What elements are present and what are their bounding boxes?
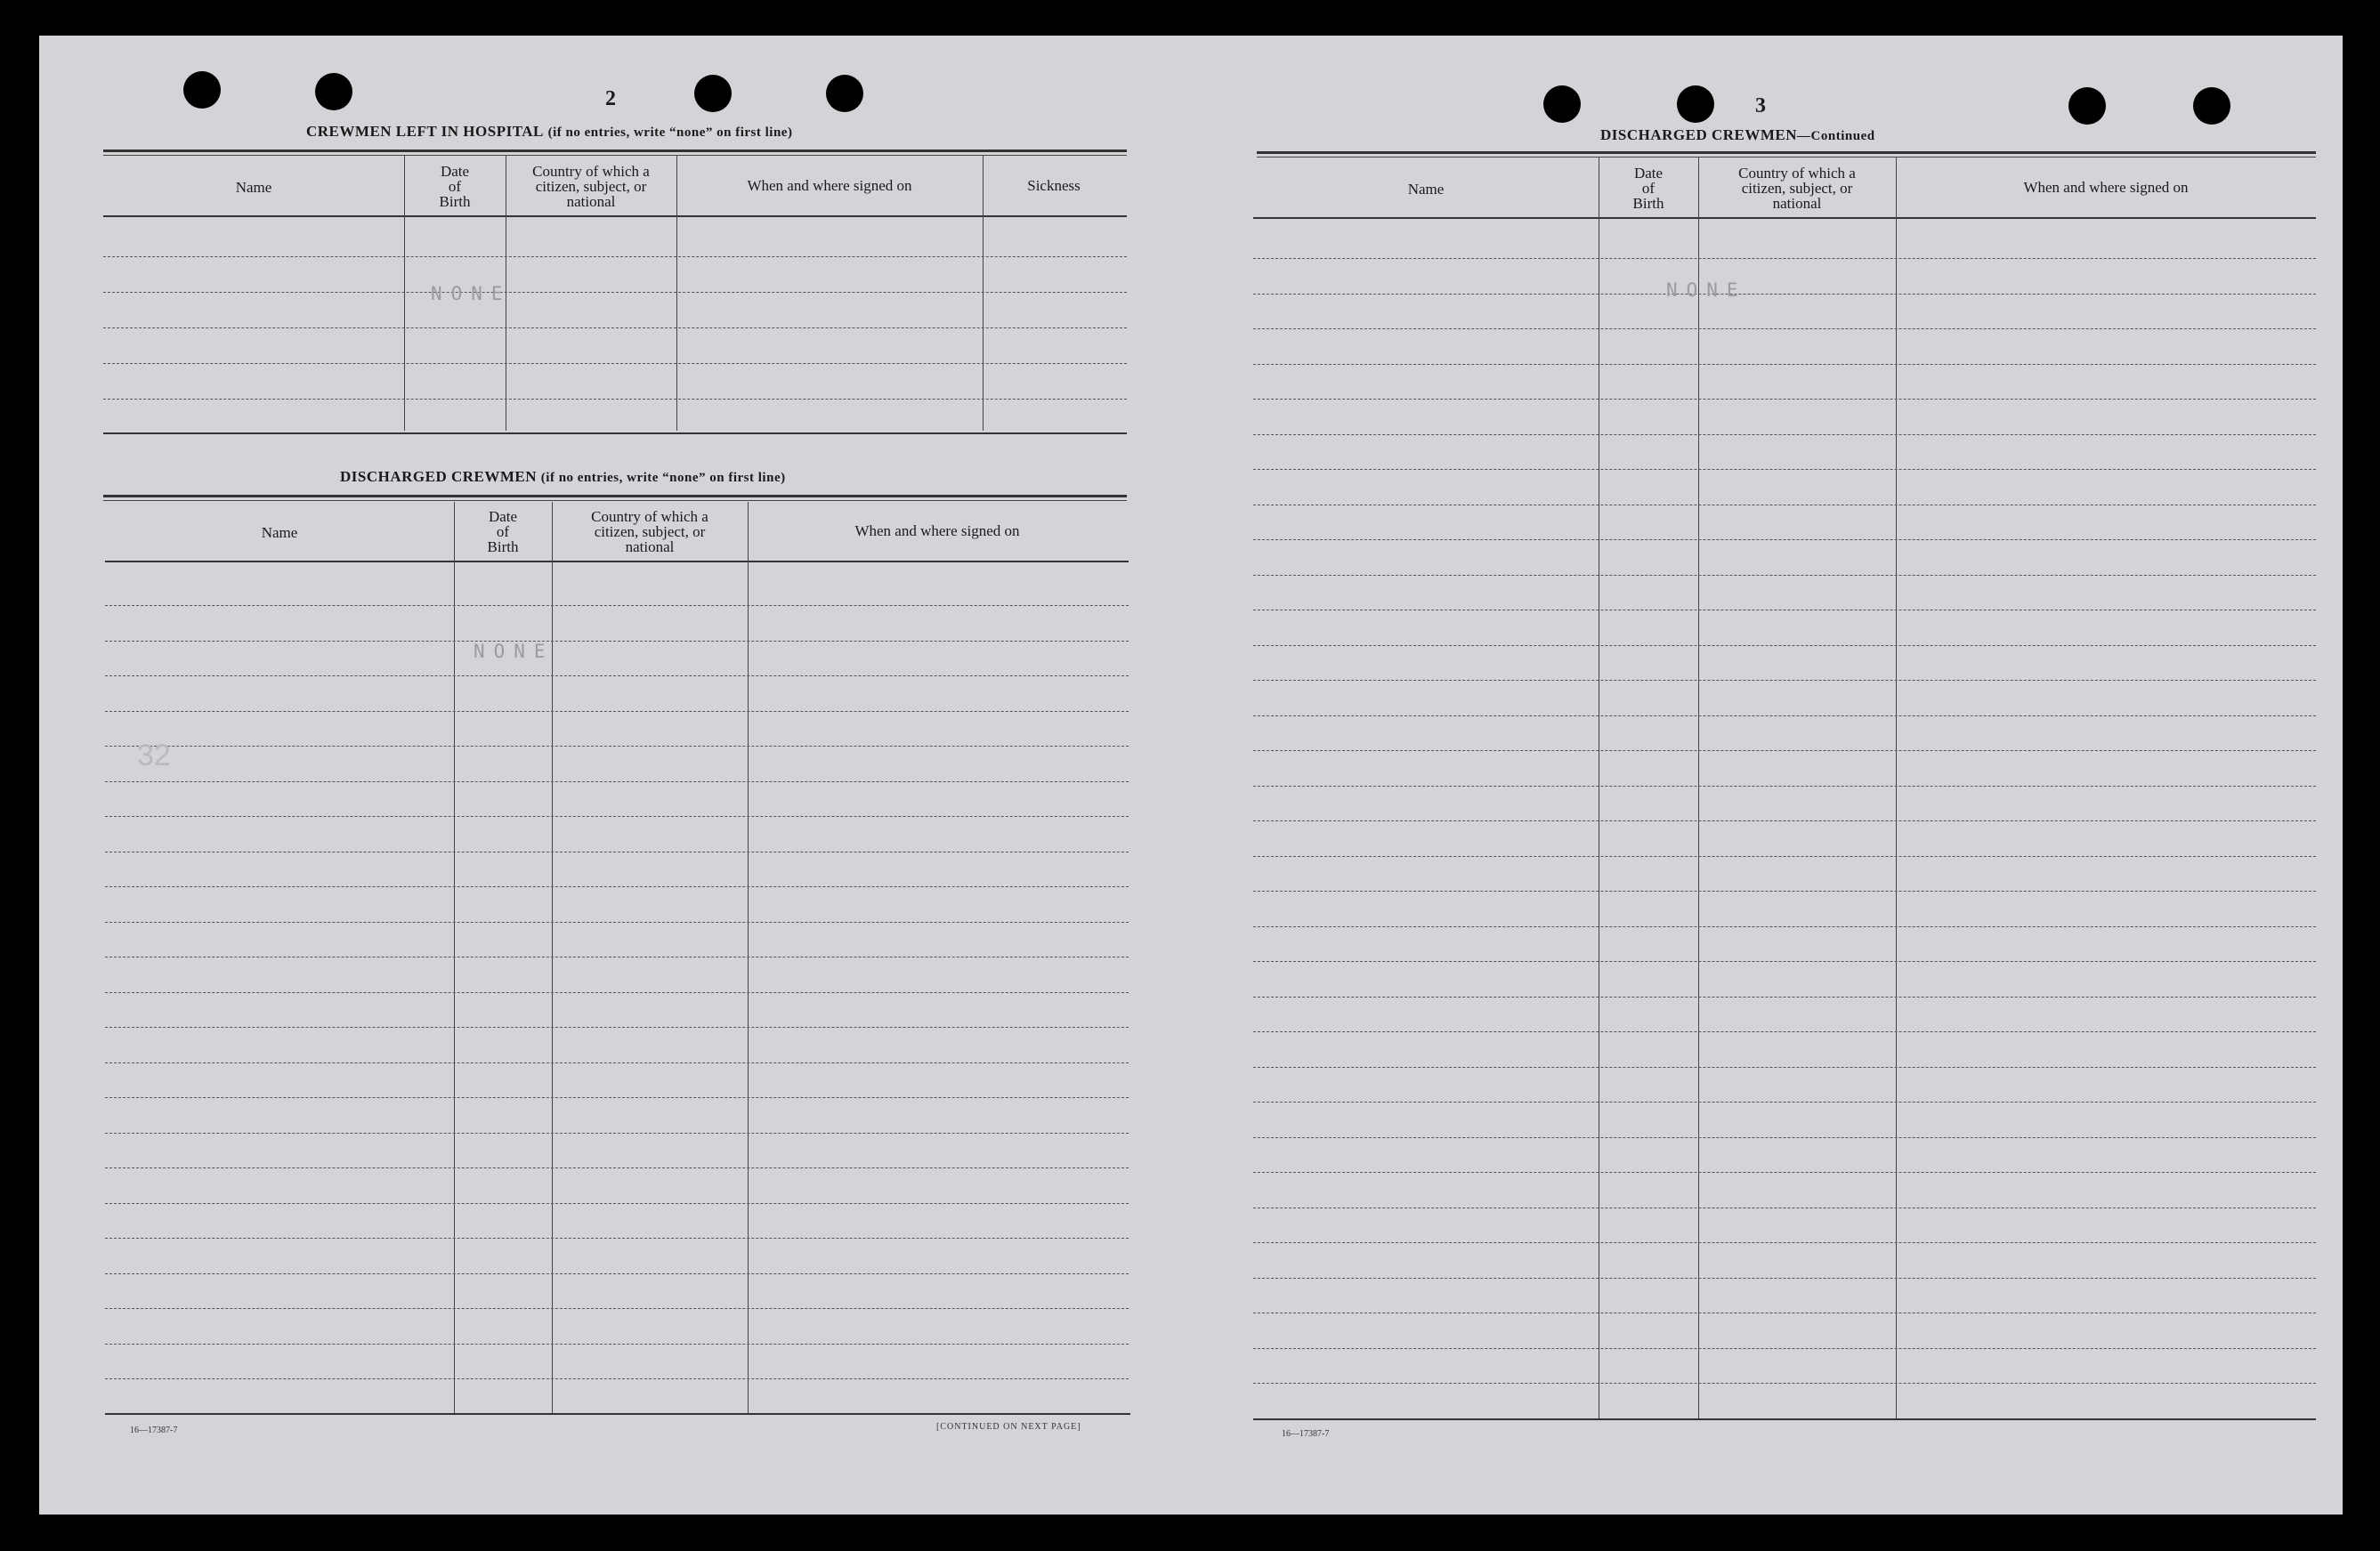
- ruled-line: [1253, 1102, 2316, 1103]
- right-col-name: Name: [1407, 181, 1445, 198]
- hospital-col-name: Name: [235, 179, 272, 196]
- page-number-right: 3: [1755, 94, 1766, 117]
- right-none-stamp: NONE: [1666, 279, 1747, 301]
- col-divider: [552, 502, 553, 1413]
- ruled-line: [1253, 856, 2316, 857]
- ruled-line: [1253, 539, 2316, 540]
- discharged-col-country: Country of which a citizen, subject, or national: [591, 508, 708, 555]
- ruled-line: [105, 1308, 1129, 1309]
- page-number-left: 2: [605, 87, 616, 110]
- ruled-line: [1253, 1172, 2316, 1173]
- ruled-line: [1253, 1067, 2316, 1068]
- discharged-header-rule: [105, 561, 1129, 562]
- hospital-bottom-rule: [103, 432, 1127, 434]
- right-bottom-rule: [1253, 1418, 2316, 1420]
- ruled-line: [1253, 1348, 2316, 1349]
- punch-hole: [1543, 85, 1581, 123]
- ruled-line: [105, 1027, 1129, 1028]
- ruled-line: [105, 675, 1129, 676]
- right-title-suffix: —Continued: [1797, 129, 1875, 143]
- ruled-line: [1253, 715, 2316, 716]
- hospital-header-rule: [103, 215, 1127, 217]
- ruled-line: [1253, 1137, 2316, 1138]
- ruled-line: [105, 1344, 1129, 1345]
- discharged-col-signed: When and where signed on: [854, 522, 1020, 539]
- hospital-title-text: CREWMEN LEFT IN HOSPITAL: [306, 123, 544, 140]
- hospital-col-sickness: Sickness: [1027, 177, 1081, 194]
- ruled-line: [1253, 891, 2316, 892]
- ruled-line: [103, 363, 1127, 364]
- margin-mark: 32: [137, 739, 171, 772]
- ruled-line: [1253, 750, 2316, 751]
- right-title-text: DISCHARGED CREWMEN: [1600, 126, 1798, 143]
- ruled-line: [105, 711, 1129, 712]
- right-col-signed: When and where signed on: [2023, 179, 2189, 196]
- col-divider: [1698, 157, 1699, 1418]
- discharged-bottom-rule: [105, 1413, 1130, 1415]
- col-divider: [983, 155, 984, 431]
- punch-hole: [183, 71, 221, 109]
- ruled-line: [1253, 926, 2316, 927]
- ruled-line: [1253, 680, 2316, 681]
- ruled-line: [105, 1167, 1129, 1168]
- discharged-section-title: [340, 468, 786, 486]
- ruled-line: [1253, 434, 2316, 435]
- form-number-right: 16—17387-7: [1282, 1429, 1330, 1439]
- ruled-line: [1253, 1242, 2316, 1243]
- hospital-none-stamp: NONE: [431, 283, 512, 304]
- ruled-line: [1253, 645, 2316, 646]
- col-divider: [1896, 157, 1897, 1418]
- ruled-line: [105, 641, 1129, 642]
- ruled-line: [105, 1238, 1129, 1239]
- punch-hole: [315, 73, 352, 110]
- ruled-line: [103, 292, 1127, 293]
- ruled-line: [1253, 469, 2316, 470]
- punch-hole: [694, 75, 732, 112]
- right-col-dob: Date of Birth: [1632, 165, 1664, 212]
- ruled-line: [1253, 961, 2316, 962]
- continued-note: [CONTINUED ON NEXT PAGE]: [936, 1422, 1081, 1432]
- hospital-col-country: Country of which a citizen, subject, or national: [532, 163, 650, 210]
- right-col-country: Country of which a citizen, subject, or national: [1738, 165, 1856, 212]
- right-header-rule: [1253, 217, 2316, 219]
- ruled-line: [1253, 364, 2316, 365]
- hospital-col-dob: Date of Birth: [439, 163, 471, 210]
- ruled-line: [1253, 294, 2316, 295]
- ruled-line: [105, 1273, 1129, 1274]
- ruled-line: [105, 1133, 1129, 1134]
- col-divider: [454, 502, 455, 1413]
- ruled-line: [105, 816, 1129, 817]
- ruled-line: [105, 1378, 1129, 1379]
- discharged-title-note: (if no entries, write “none” on first line): [540, 471, 786, 485]
- discharged-title-text: DISCHARGED CREWMEN: [340, 468, 538, 485]
- ruled-line: [1253, 1031, 2316, 1032]
- ruled-line: [1253, 258, 2316, 259]
- ruled-line: [105, 746, 1129, 747]
- hospital-col-signed: When and where signed on: [747, 177, 912, 194]
- ruled-line: [1253, 575, 2316, 576]
- ruled-line: [1253, 399, 2316, 400]
- ruled-line: [105, 1062, 1129, 1063]
- ruled-line: [103, 256, 1127, 257]
- hospital-top-rule: [103, 149, 1127, 156]
- ruled-line: [1253, 820, 2316, 821]
- col-divider: [676, 155, 677, 431]
- hospital-section-title: [306, 123, 792, 141]
- ruled-line: [105, 781, 1129, 782]
- ruled-line: [103, 399, 1127, 400]
- ruled-line: [105, 992, 1129, 993]
- discharged-none-stamp: NONE: [474, 641, 555, 662]
- ruled-line: [105, 922, 1129, 923]
- punch-hole: [2193, 87, 2230, 125]
- ruled-line: [103, 327, 1127, 328]
- discharged-col-name: Name: [261, 524, 298, 541]
- ruled-line: [1253, 1278, 2316, 1279]
- form-number-left: 16—17387-7: [130, 1426, 178, 1435]
- ruled-line: [105, 605, 1129, 606]
- ruled-line: [1253, 997, 2316, 998]
- hospital-title-note: (if no entries, write “none” on first line): [547, 125, 793, 140]
- ruled-line: [1253, 1383, 2316, 1384]
- punch-hole: [2068, 87, 2106, 125]
- ruled-line: [1253, 786, 2316, 787]
- right-section-title: [1600, 126, 1875, 144]
- form-sheet: [39, 36, 2343, 1515]
- ruled-line: [105, 886, 1129, 887]
- col-divider: [748, 502, 749, 1413]
- ruled-line: [105, 1097, 1129, 1098]
- ruled-line: [105, 1203, 1129, 1204]
- punch-hole: [826, 75, 863, 112]
- discharged-col-dob: Date of Birth: [487, 508, 519, 555]
- punch-hole: [1677, 85, 1714, 123]
- ruled-line: [1253, 328, 2316, 329]
- discharged-top-rule: [103, 495, 1127, 501]
- right-top-rule: [1257, 151, 2316, 158]
